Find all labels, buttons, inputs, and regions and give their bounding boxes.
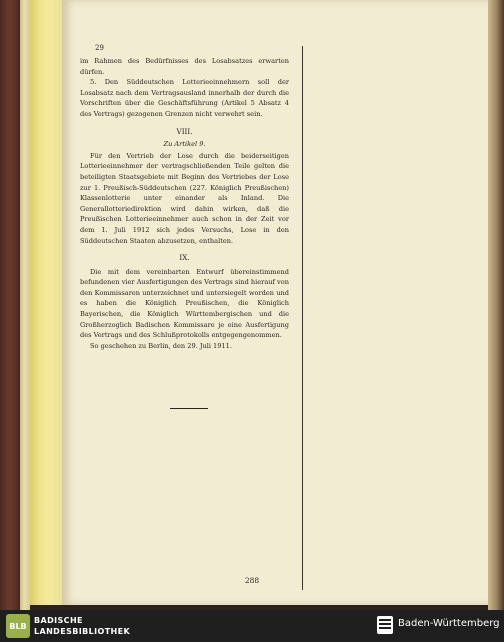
blb-logo[interactable]: BLB [6, 614, 30, 638]
library-name-line2: LANDESBIBLIOTHEK [34, 627, 131, 636]
paragraph-section-viii: Für den Vertrieb der Lose durch die beiderseitigen Lotterieeinnehmer der vertragschließenden Teile gelten die beteiligten Staatsgebiete mit Beginn des Vertriebes der Lose zur 1. Preußisch-Süddeutschen (227. Königlich Preußischen) Klassenlotterie unter einander als Inland. Die Generallotteriedirektion wird dahin wirken, daß die Preußischen Lotterieeinnehmer auch schon in der Zeit vor dem 1. Juli 1912 sich jedes Versuchs, Lose in den Süddeutschen Staaten abzusetzen, enthalten. [80, 151, 289, 245]
section-heading-ix: IX. [179, 253, 190, 263]
text-column [80, 56, 289, 351]
closing-line: So geschehen zu Berlin, den 29. Juli 1911. [90, 341, 232, 350]
right-page-edge [488, 0, 504, 610]
library-banner [0, 610, 504, 642]
section-subheading-article-9: Zu Artikel 9. [163, 140, 206, 149]
paragraph-continuation: im Rahmen des Bedürfnisses des Losabsatzes erwarten dürfen. [80, 57, 289, 76]
end-rule [170, 408, 208, 409]
section-heading-viii: VIII. [176, 126, 193, 136]
lions-crest-icon [376, 615, 394, 635]
state-logo-text[interactable]: Baden-Württemberg [398, 618, 500, 629]
library-name [34, 615, 130, 637]
page-number: 29 [95, 44, 104, 52]
book-spine-edge [20, 0, 30, 610]
footer-page-number: 288 [244, 576, 260, 585]
paragraph-section-ix: Die mit dem vereinbarten Entwurf übereinstimmend befundenen vier Ausfertigungen des Vertrags sind hierauf von den Kommissaren unterzeichnet und untersiegelt worden und es haben die Königlich Preußischen, die Königlich Bayerischen, die Königlich Württembergischen und die Großherzoglich Badischen Kommissare je eine Ausfertigung des Vertrags und des Schlußprotokolls entgegengenommen. [80, 267, 289, 340]
yellow-page-edge [30, 0, 64, 605]
column-divider-rule [302, 46, 303, 590]
library-name-line1: BADISCHE [34, 616, 83, 625]
paragraph-item-5: 5. Den Süddeutschen Lotterieeinnehmern soll der Losabsatz nach dem Vertragsausland innerhalb der durch die Vorschriften über die Geschäftsführung (Artikel 5 Absatz 4 des Vertrags) gezogenen Grenzen nicht verwehrt sein. [80, 78, 289, 118]
